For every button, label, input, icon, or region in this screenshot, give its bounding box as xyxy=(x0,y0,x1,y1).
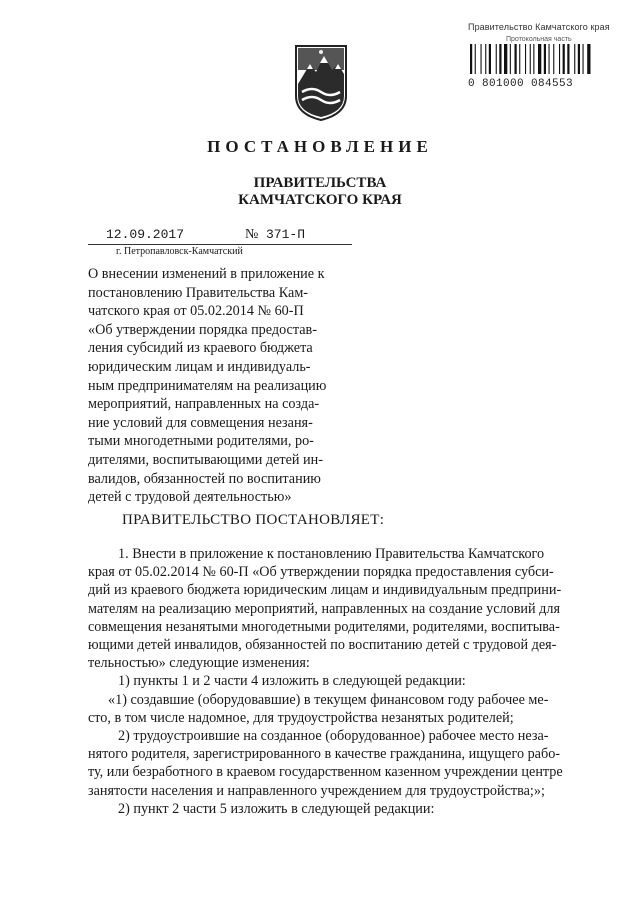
barcode-bar xyxy=(559,44,560,74)
body-line: 2) трудоустроившие на созданное (оборудованное) рабочее место неза- xyxy=(118,728,549,745)
body-line: тельностью» следующие изменения: xyxy=(88,655,310,672)
stamp-subline: Протокольная часть xyxy=(506,36,572,43)
barcode-bar xyxy=(510,44,511,74)
body-line: сто, в том числе надомное, для трудоустройства незанятых родителей; xyxy=(88,709,514,726)
barcode-bar xyxy=(475,44,476,74)
barcode-bar xyxy=(499,44,501,74)
barcode-bar xyxy=(515,44,517,74)
body-line: «1) создавшие (оборудовавшие) в текущем финансовом году рабочее ме- xyxy=(108,691,549,708)
barcode-bar xyxy=(587,44,590,74)
document-subject xyxy=(88,265,346,507)
barcode-bar xyxy=(519,44,520,74)
barcode-bar xyxy=(533,44,534,74)
barcode-bar xyxy=(470,44,472,74)
barcode-bar xyxy=(485,44,486,74)
subject-line: валидов, обязанностей по воспитанию xyxy=(88,470,321,487)
document-date: 12.09.2017 xyxy=(106,227,185,242)
subject-line: «Об утверждении порядка предостав- xyxy=(88,321,317,338)
barcode-bar xyxy=(578,44,580,74)
body-line: 1) пункты 1 и 2 части 4 изложить в следующей редакции: xyxy=(118,673,466,690)
body-line: нятого родителя, зарегистрированного в качестве гражданина, ищущего рабо- xyxy=(88,746,561,763)
kamchatka-coat-of-arms-icon xyxy=(294,44,348,122)
subject-line: ления субсидий из краевого бюджета xyxy=(88,340,313,357)
barcode-bar xyxy=(538,44,541,74)
body-line: 2) пункт 2 части 5 изложить в следующей редакции: xyxy=(118,800,435,817)
barcode-bar xyxy=(567,44,569,74)
subject-line: тыми многодетными родителями, ро- xyxy=(88,433,314,450)
body-line: совмещения незанятыми многодетными родителями, родителями, воспитыва- xyxy=(88,618,560,635)
authority-line: ПРАВИТЕЛЬСТВА xyxy=(253,175,387,191)
subject-line: дителями, воспитывающими детей ин- xyxy=(88,451,323,468)
barcode-number: 0 801000 084553 xyxy=(468,78,574,90)
body-line: занятости населения и направленного учреждением для трудоустройства;»; xyxy=(88,782,545,799)
body-line: 1. Внести в приложение к постановлению Правительства Камчатского xyxy=(118,546,545,562)
barcode-bar xyxy=(489,44,491,74)
document-body xyxy=(88,545,600,818)
subject-line: мероприятий, направленных на созда- xyxy=(88,396,320,413)
subject-line: чатского края от 05.02.2014 № 60-П xyxy=(88,303,304,320)
meta-underline xyxy=(88,244,352,245)
barcode-bar xyxy=(583,44,584,74)
barcode-bar xyxy=(525,44,526,74)
barcode-icon xyxy=(468,44,618,74)
subject-line: детей с трудовой деятельностью» xyxy=(88,489,292,506)
barcode-bar xyxy=(481,44,482,74)
subject-line: О внесении изменений в приложение к xyxy=(88,266,325,282)
body-line: дий из краевого бюджета юридическим лицам и индивидуальным предприни- xyxy=(88,582,562,599)
issuing-authority xyxy=(0,175,640,209)
subject-line: юридическим лицам и индивидуаль- xyxy=(88,358,311,375)
document-title: ПОСТАНОВЛЕНИЕ xyxy=(207,137,433,156)
registration-stamp xyxy=(468,22,628,90)
barcode-bar xyxy=(563,44,565,74)
decree-heading: ПРАВИТЕЛЬСТВО ПОСТАНОВЛЯЕТ: xyxy=(122,512,385,528)
barcode-bar xyxy=(530,44,531,74)
body-line: ту, или безработного в краевом государственном казенном учреждении центре xyxy=(88,764,563,781)
stamp-organization: Правительство Камчатского края xyxy=(468,22,610,32)
barcode-bar xyxy=(504,44,507,74)
body-line: ющими детей инвалидов, обязанностей по воспитанию детей с трудовой дея- xyxy=(88,637,557,654)
document-city: г. Петропавловск-Камчатский xyxy=(116,246,243,257)
document-meta xyxy=(88,227,356,263)
subject-line: постановлению Правительства Кам- xyxy=(88,284,309,301)
barcode-bar xyxy=(574,44,575,74)
subject-line: ние условий для совмещения незаня- xyxy=(88,414,313,431)
body-line: края от 05.02.2014 № 60-П «Об утверждении порядка предоставления субси- xyxy=(88,564,554,581)
barcode-bar xyxy=(544,44,546,74)
subject-line: ным предпринимателям на реализацию xyxy=(88,377,327,394)
document-number: 371-П xyxy=(266,227,306,242)
authority-line: КАМЧАТСКОГО КРАЯ xyxy=(238,192,402,208)
body-line: мателям на реализацию мероприятий, направленных на создание условий для xyxy=(88,600,560,617)
barcode-bar xyxy=(549,44,550,74)
barcode-bar xyxy=(496,44,497,74)
number-sign: № xyxy=(245,227,259,242)
barcode-bar xyxy=(553,44,554,74)
